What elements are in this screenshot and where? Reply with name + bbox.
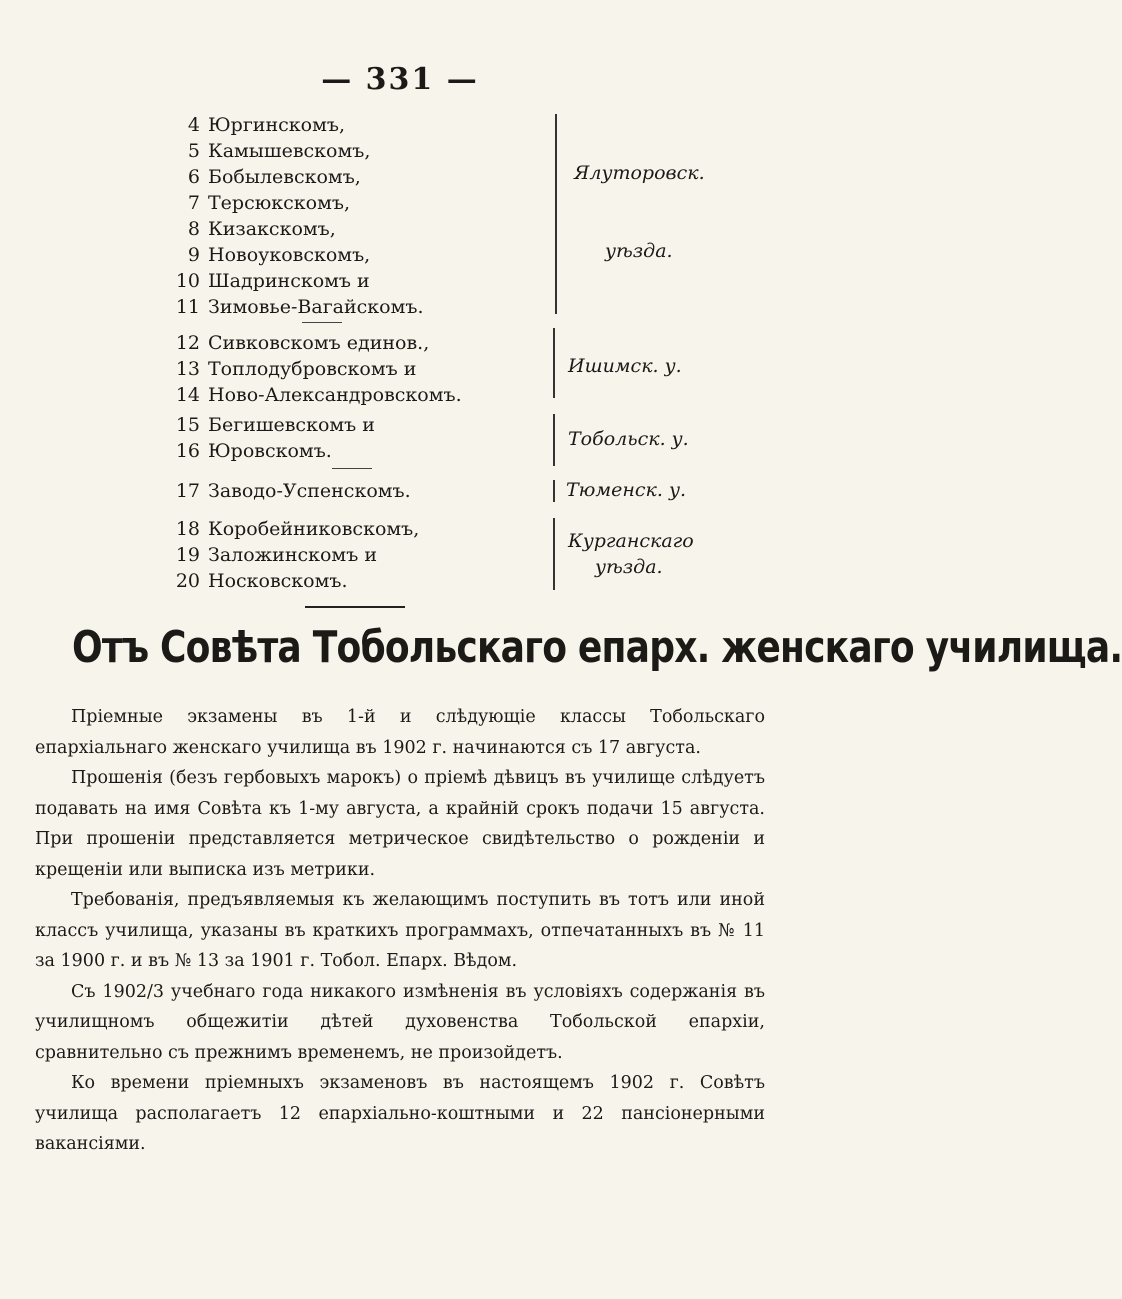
group-tyumen <box>172 478 572 504</box>
bracket-tobolsk <box>553 414 555 466</box>
item-number: 5 <box>187 140 200 162</box>
item-name: Заложинскомъ и <box>208 544 378 566</box>
item-name: Юровскомъ. <box>208 440 332 462</box>
list-item <box>172 516 572 542</box>
group-tobolsk <box>172 412 572 464</box>
section-divider <box>305 606 405 608</box>
list-item <box>172 568 572 594</box>
district-kurgan-line1: Курганскаго <box>568 530 694 552</box>
item-number: 7 <box>187 192 200 214</box>
item-name: Сивковскомъ единов., <box>208 332 430 354</box>
bracket-ishim <box>553 328 555 398</box>
item-number: 10 <box>175 270 200 292</box>
paragraph: Прошенія (безъ гербовыхъ марокъ) о пріемѣ дѣвицъ въ училище слѣдуетъ подавать на имя Совѣта къ 1-му августа, а крайній срокъ подачи 15 августа. При прошеніи представляется метрическое свидѣтельство о рожденіи и крещеніи или выписка изъ метрики. <box>35 768 765 880</box>
paragraph: Пріемные экзамены въ 1-й и слѣдующіе классы Тобольскаго епархіальнаго женскаго училища въ 1902 г. начинаются съ 17 августа. <box>35 707 765 758</box>
district-yalutorovsk-line1: Ялуторовск. <box>574 162 705 184</box>
item-name: Камышевскомъ, <box>208 140 371 162</box>
item-number: 16 <box>175 440 200 462</box>
list-item <box>172 438 572 464</box>
divider <box>302 322 342 323</box>
item-number: 13 <box>175 358 200 380</box>
item-name: Коробейниковскомъ, <box>208 518 420 540</box>
item-name: Терсюкскомъ, <box>208 192 350 214</box>
paragraph: Ко времени пріемныхъ экзаменовъ въ настоящемъ 1902 г. Совѣтъ училища располагаетъ 12 епархіально-коштными и 22 пансіонерными вакансіями. <box>35 1073 765 1154</box>
item-name: Заводо-Успенскомъ. <box>208 480 411 502</box>
district-tyumen: Тюменск. у. <box>566 479 687 501</box>
item-name: Бегишевскомъ и <box>208 414 375 436</box>
district-kurgan-line2: уѣзда. <box>595 556 663 578</box>
item-number: 11 <box>175 296 200 318</box>
item-name: Носковскомъ. <box>208 570 348 592</box>
item-number: 19 <box>175 544 200 566</box>
district-tobolsk: Тобольск. у. <box>568 428 689 450</box>
bracket-yalutorovsk <box>555 114 557 314</box>
divider <box>332 468 372 469</box>
list-item <box>172 164 572 190</box>
district-ishim: Ишимск. у. <box>568 355 682 377</box>
list-item <box>172 412 572 438</box>
section-heading: Отъ Совѣта Тобольскаго епарх. женскаго училища. <box>72 622 1122 673</box>
list-item <box>172 216 572 242</box>
item-number: 8 <box>187 218 200 240</box>
item-name: Ново-Александровскомъ. <box>208 384 462 406</box>
paragraph: Съ 1902/3 учебнаго года никакого измѣненія въ условіяхъ содержанія въ училищномъ общежитіи дѣтей духовенства Тобольской епархіи, сравнительно съ прежнимъ временемъ, не произойдетъ. <box>35 981 765 1063</box>
item-name: Зимовье-Вагайскомъ. <box>208 296 424 318</box>
item-number: 20 <box>175 570 200 592</box>
list-item <box>172 478 572 504</box>
list-item <box>172 356 572 382</box>
list-item <box>172 382 572 408</box>
group-ishim <box>172 330 572 408</box>
list-item <box>172 112 572 138</box>
group-kurgan <box>172 516 572 594</box>
announcement-body <box>35 702 765 1160</box>
bracket-kurgan <box>553 518 555 590</box>
list-item <box>172 242 572 268</box>
item-number: 18 <box>175 518 200 540</box>
item-number: 17 <box>175 480 200 502</box>
paragraph: Требованія, предъявляемыя къ желающимъ поступить въ тотъ или иной классъ училища, указаны въ краткихъ программахъ, отпечатанныхъ въ № 11 за 1900 г. и въ № 13 за 1901 г. Тобол. Епарх. Вѣдом. <box>35 890 765 971</box>
item-number: 6 <box>187 166 200 188</box>
list-item <box>172 138 572 164</box>
item-name: Бобылевскомъ, <box>208 166 361 188</box>
bracket-tyumen <box>553 480 555 502</box>
list-item <box>172 294 572 320</box>
item-number: 12 <box>175 332 200 354</box>
item-number: 9 <box>187 244 200 266</box>
item-number: 4 <box>187 114 200 136</box>
list-item <box>172 190 572 216</box>
item-number: 15 <box>175 414 200 436</box>
list-item <box>172 268 572 294</box>
item-name: Кизакскомъ, <box>208 218 336 240</box>
district-yalutorovsk-line2: уѣзда. <box>605 240 673 262</box>
item-name: Юргинскомъ, <box>208 114 345 136</box>
item-name: Топлодубровскомъ и <box>208 358 417 380</box>
item-number: 14 <box>175 384 200 406</box>
group-yalutorovsk <box>172 112 572 320</box>
list-item <box>172 330 572 356</box>
list-item <box>172 542 572 568</box>
item-name: Новоуковскомъ, <box>208 244 371 266</box>
page-number: — 331 — <box>321 62 479 97</box>
item-name: Шадринскомъ и <box>208 270 370 292</box>
